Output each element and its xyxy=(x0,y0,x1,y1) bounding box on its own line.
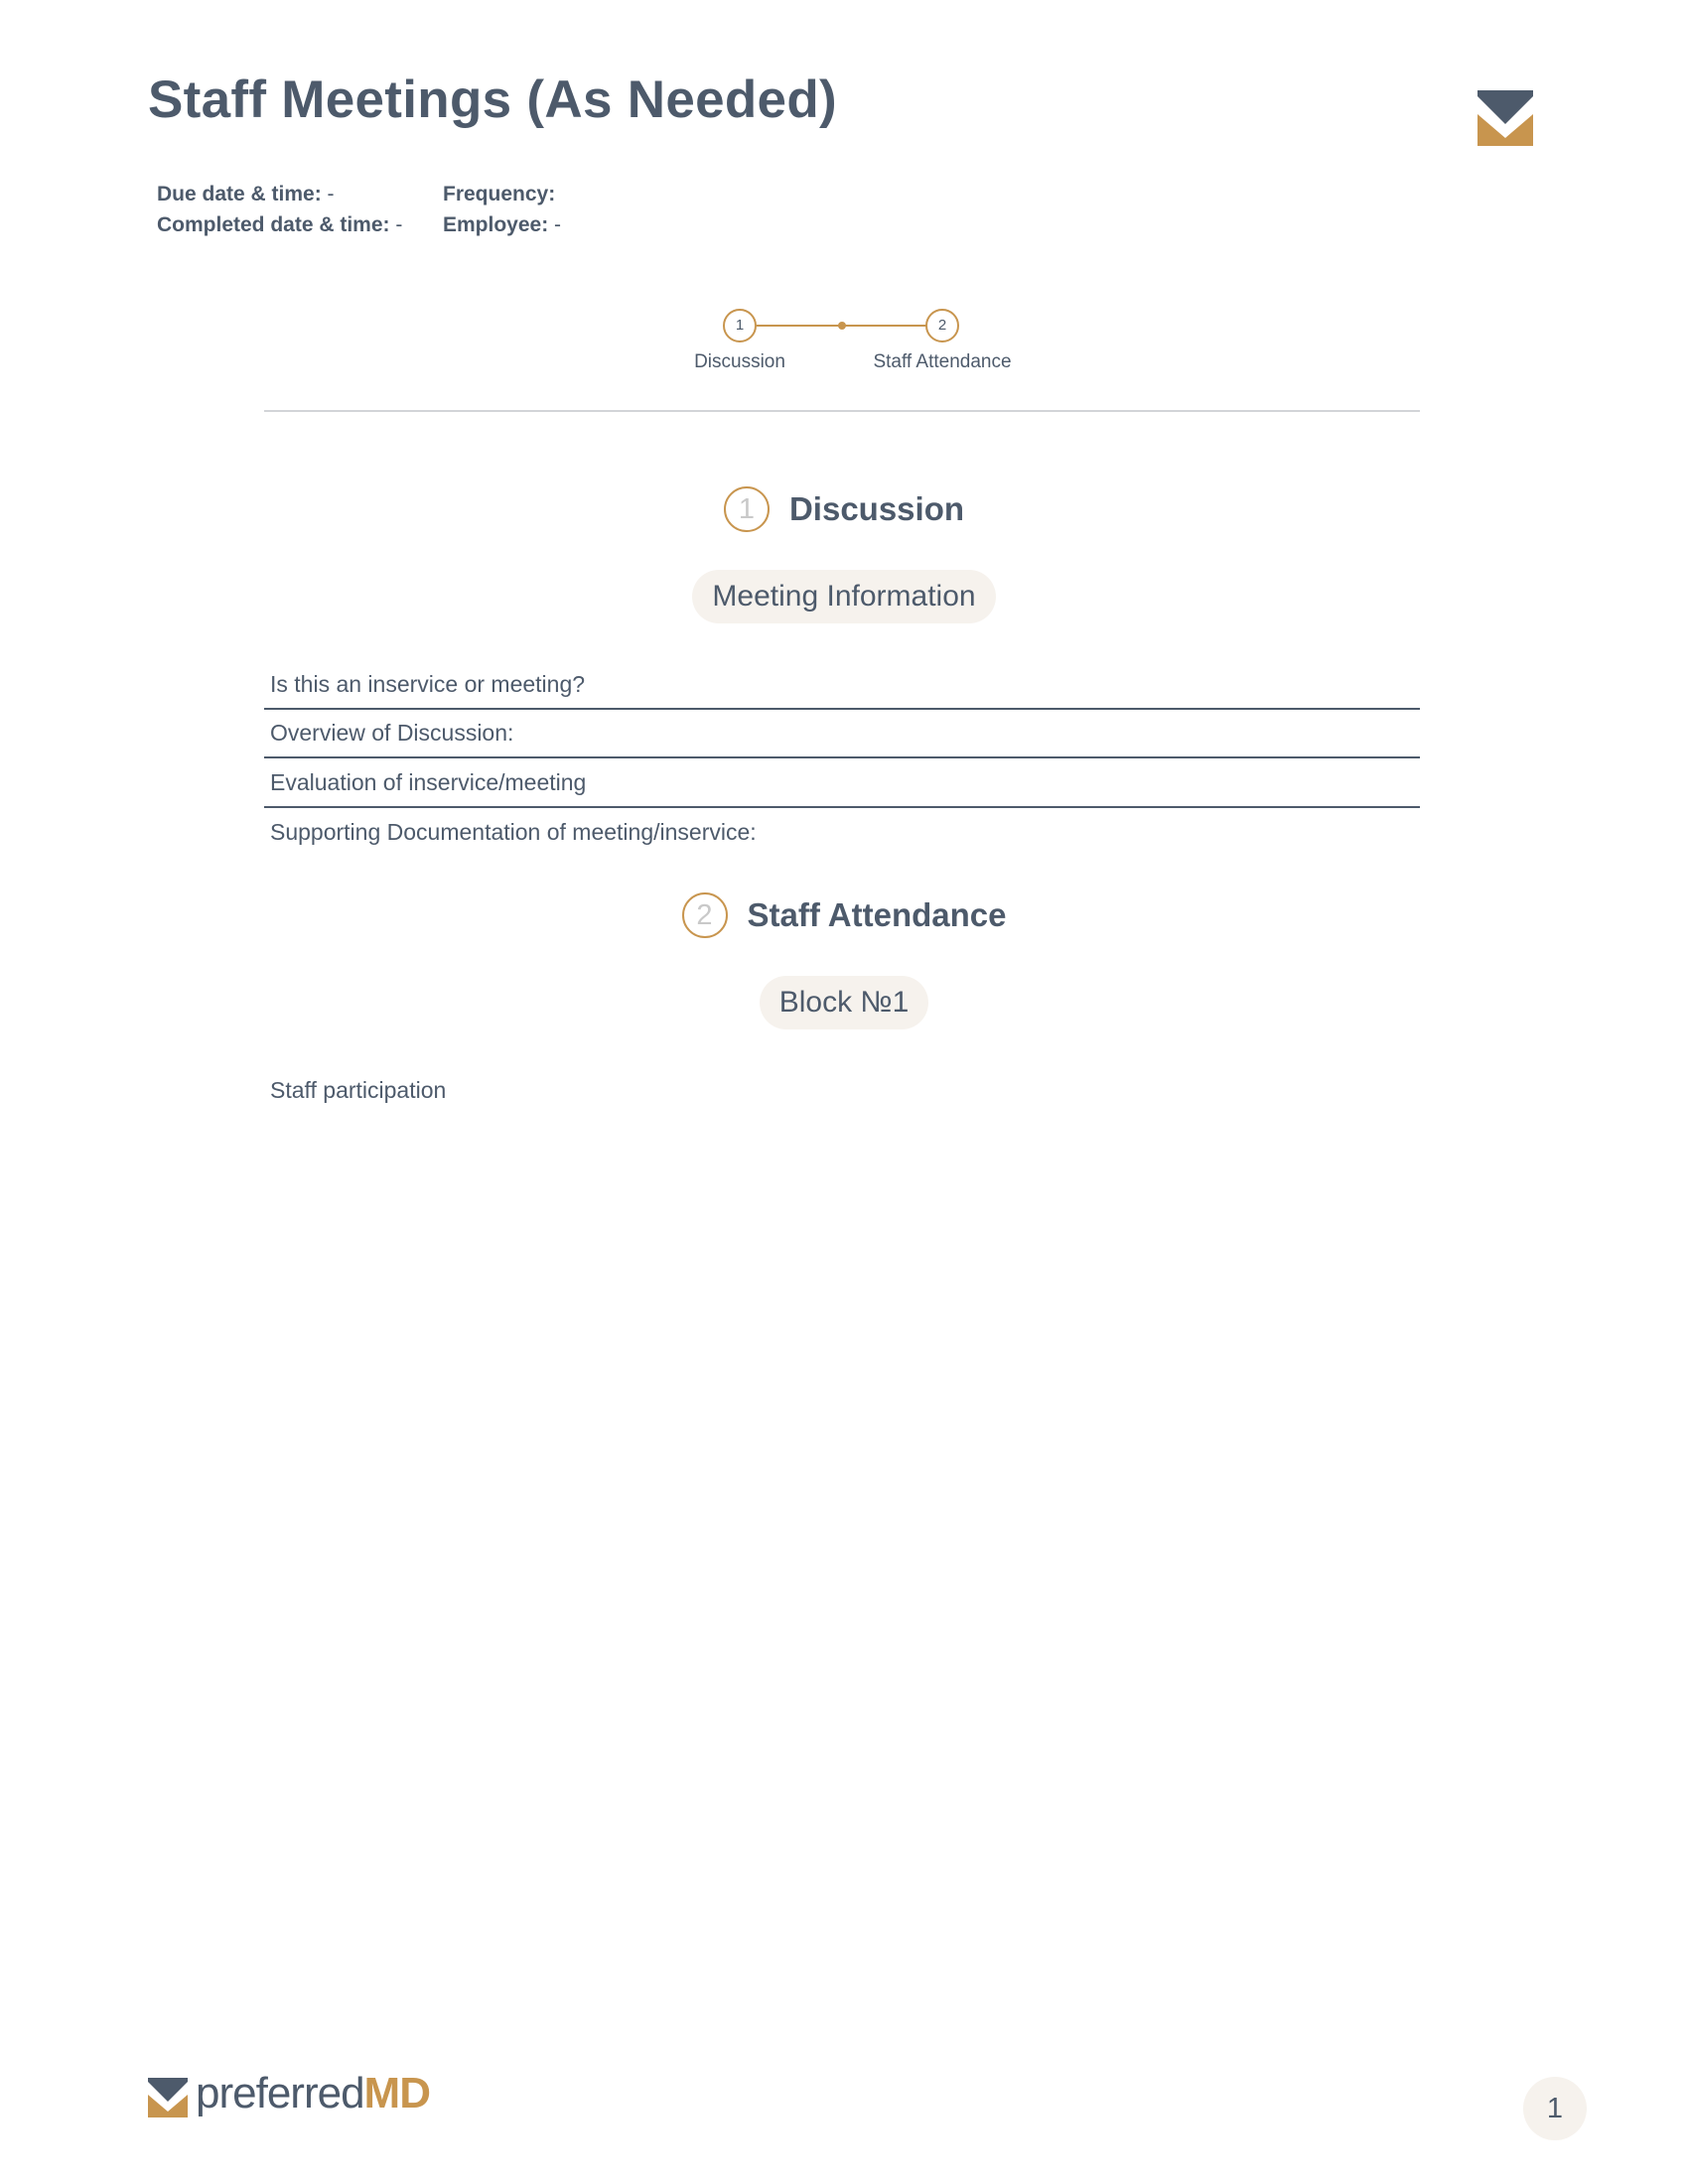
field-inservice-or-meeting: Is this an inservice or meeting? xyxy=(270,671,586,697)
employee-row xyxy=(443,209,561,240)
section-2-heading xyxy=(0,892,1688,938)
step-2-label[interactable]: Staff Attendance xyxy=(873,351,1012,372)
due-date-row xyxy=(157,179,402,209)
field-rule xyxy=(264,708,1420,710)
meeting-information-block xyxy=(0,570,1688,623)
section-1-title: Discussion xyxy=(788,490,965,527)
completed-date-label: Completed date & time: xyxy=(157,213,390,236)
page-number: 1 xyxy=(1523,2077,1587,2140)
due-date-value: - xyxy=(327,183,335,205)
frequency-label: Frequency: xyxy=(443,183,556,205)
footer-brand-logo xyxy=(148,2069,446,2120)
frequency-row xyxy=(443,179,561,209)
field-supporting-documentation: Supporting Documentation of meeting/inservice: xyxy=(270,819,757,845)
section-stepper xyxy=(0,304,1688,383)
step-2-circle[interactable]: 2 xyxy=(925,309,959,342)
completed-date-row xyxy=(157,209,402,240)
employee-label: Employee: xyxy=(443,213,549,236)
due-date-label: Due date & time: xyxy=(157,183,322,205)
field-overview-of-discussion: Overview of Discussion: xyxy=(270,720,514,746)
field-rule xyxy=(264,756,1420,758)
meta-left-column xyxy=(157,179,402,240)
brand-wordmark-part1: preferred xyxy=(196,2069,364,2117)
section-2-number: 2 xyxy=(682,892,728,938)
section-2-title: Staff Attendance xyxy=(747,896,1007,933)
meta-right-column xyxy=(443,179,561,240)
field-staff-participation: Staff participation xyxy=(270,1077,447,1103)
field-rule xyxy=(264,806,1420,808)
preferredmd-check-icon xyxy=(148,2078,188,2117)
section-1-number: 1 xyxy=(724,486,770,532)
step-1-circle[interactable]: 1 xyxy=(723,309,757,342)
employee-value: - xyxy=(554,213,562,236)
header-divider xyxy=(264,410,1420,412)
block-1 xyxy=(0,976,1688,1029)
brand-wordmark-part2: MD xyxy=(363,2069,430,2117)
stepper-midpoint-dot xyxy=(838,322,846,330)
completed-date-value: - xyxy=(395,213,403,236)
section-1-heading xyxy=(0,486,1688,532)
preferredmd-check-icon xyxy=(1477,90,1533,146)
page-title: Staff Meetings (As Needed) xyxy=(148,70,837,129)
step-1-label[interactable]: Discussion xyxy=(694,351,785,372)
block-title: Block №1 xyxy=(760,976,929,1029)
field-evaluation: Evaluation of inservice/meeting xyxy=(270,769,587,795)
brand-wordmark xyxy=(196,2069,430,2118)
block-title: Meeting Information xyxy=(692,570,995,623)
